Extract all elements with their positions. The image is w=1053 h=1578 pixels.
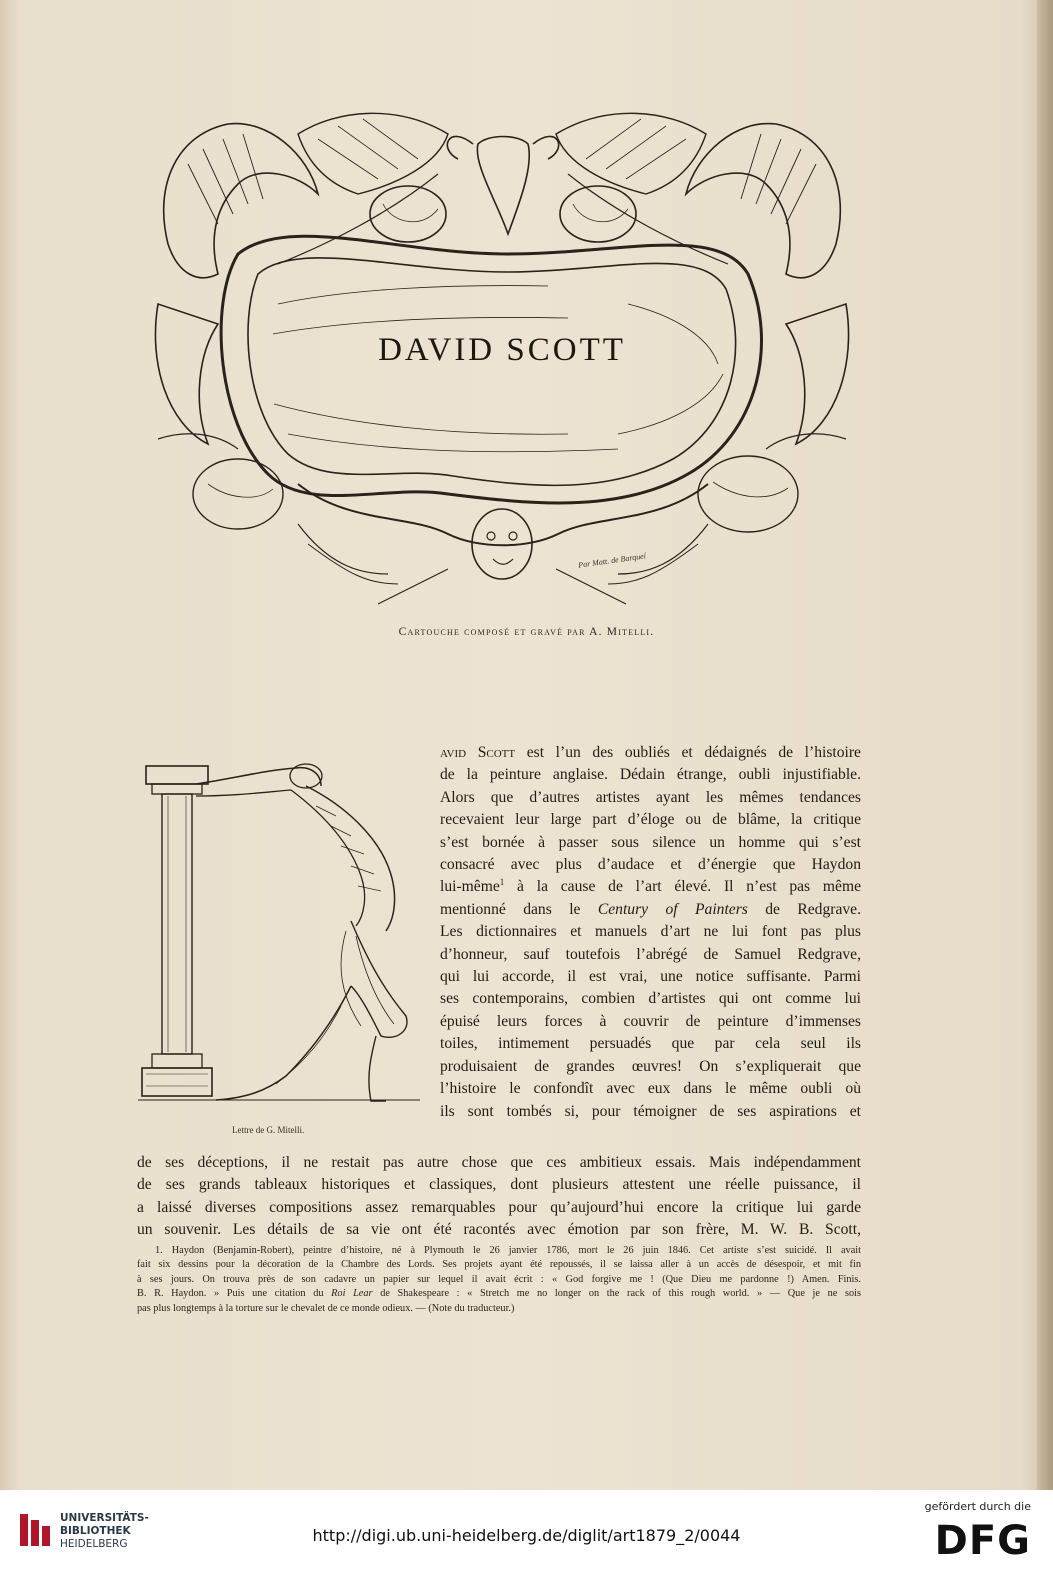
body-line-text: est l’un des oubliés et dédaignés de l’histoire bbox=[515, 744, 861, 761]
body-line: de la peinture anglaise. Dédain étrange, oubli injustifiable. bbox=[440, 766, 861, 784]
library-name-line: UNIVERSITÄTS- bbox=[60, 1512, 149, 1524]
page-spine-shadow bbox=[1037, 0, 1053, 1490]
body-line: Alors que d’autres artistes ayant les mêmes tendances bbox=[440, 788, 861, 806]
body-line-text: à la cause de l’art élevé. Il n’est pas même bbox=[504, 878, 861, 896]
body-line-text: mentionné dans le bbox=[440, 900, 598, 918]
body-text-narrow-column bbox=[440, 742, 861, 1123]
body-line bbox=[440, 876, 861, 898]
body-line: ses contemporains, combien d’artistes qui ont comme lui bbox=[440, 990, 861, 1008]
letter-d-drawing bbox=[136, 756, 422, 1122]
body-line: toiles, intimement persuadés que par cela seul ils bbox=[440, 1035, 861, 1053]
body-line: d’honneur, sauf toutefois l’abrégé de Samuel Redgrave, bbox=[440, 945, 861, 963]
body-text-wide-column bbox=[137, 1152, 861, 1242]
footnote-marker: 1 bbox=[499, 877, 505, 888]
body-line-text: lui-même bbox=[440, 878, 500, 896]
drop-cap-continuation: avid Scott bbox=[440, 744, 516, 761]
library-name-line: BIBLIOTHEK bbox=[60, 1525, 131, 1537]
body-line: l’histoire le confondît avec eux dans le même oubli où bbox=[440, 1080, 861, 1098]
library-name-line: HEIDELBERG bbox=[60, 1538, 128, 1550]
body-line bbox=[440, 899, 861, 921]
body-line: épuisé leurs forces à couvrir de peinture d’immenses bbox=[440, 1012, 861, 1030]
footer-bar bbox=[0, 1490, 1053, 1578]
body-line: recevaient leur large part d’éloge ou de blâme, la critique bbox=[440, 811, 861, 829]
book-title: Century of Painters bbox=[597, 900, 748, 918]
permalink-url[interactable]: http://digi.ub.uni-heidelberg.de/diglit/art1879_2/0044 bbox=[312, 1526, 741, 1545]
cartouche-title: DAVID SCOTT bbox=[378, 332, 626, 368]
cartouche-engraving bbox=[148, 104, 856, 624]
footnote-text: B. R. Haydon. » Puis une citation du bbox=[137, 1288, 332, 1300]
letter-d-illustration bbox=[136, 756, 422, 1122]
body-line: qui lui accorde, il est vrai, une notice suffisante. Parmi bbox=[440, 968, 861, 986]
body-line: de ses déceptions, il ne restait pas autre chose que ces ambitieux essais. Mais indépendamment bbox=[137, 1154, 861, 1171]
body-line bbox=[440, 742, 861, 764]
footnote-line: pas plus longtemps à la torture sur le chevalet de ce monde odieux. — (Note du traducteur.) bbox=[137, 1302, 515, 1314]
body-line-text: de Redgrave. bbox=[747, 900, 861, 918]
dfg-logo[interactable]: DFG bbox=[934, 1518, 1031, 1564]
body-line: produisaient de grandes œuvres! On s’expliquerait que bbox=[440, 1057, 861, 1075]
body-line: un souvenir. Les détails de sa vie ont été racontés avec émotion par son frère, M. W. B. Scott, bbox=[137, 1221, 861, 1239]
footnote-line: 1. Haydon (Benjamin-Robert), peintre d’histoire, né à Plymouth le 26 janvier 1786, mort le 26 juin 1846. Cet artiste s’est suicidé. Il avait bbox=[155, 1245, 861, 1256]
engraver-signature: Par Matt. de Barqueí bbox=[577, 551, 647, 570]
body-line: s’est bornée à passer sous silence un homme qui s’est bbox=[440, 833, 861, 851]
body-line: Les dictionnaires et manuels d’art ne lui font pas plus bbox=[440, 923, 861, 941]
footnote-line bbox=[137, 1287, 861, 1301]
footnote-line: fait six dessins pour la décoration de la Chambre des Lords. Ses projets ayant été repoussés, il se laissa aller à un accès de désespoir, et mit fin bbox=[137, 1259, 861, 1271]
body-line: de ses grands tableaux historiques et classiques, dont plusieurs attestent une réelle puissance, il bbox=[137, 1176, 861, 1194]
footnote-play-title: Roi Lear bbox=[331, 1288, 373, 1300]
cartouche-caption: Cartouche composé et gravé par A. Mitelli. bbox=[398, 626, 655, 638]
letter-illustration-caption: Lettre de G. Mitelli. bbox=[232, 1125, 305, 1135]
body-line: ils sont tombés si, pour témoigner de ses aspirations et bbox=[440, 1102, 861, 1120]
footnote-text: de Shakespeare : « Stretch me no longer on the rack of this rough world. » — Que je ne sois bbox=[372, 1288, 862, 1300]
body-line: consacré avec plus d’audace et d’énergie que Haydon bbox=[440, 856, 861, 874]
footnote-line: à ses jours. On trouva près de son cadavre un papier sur lequel il avait écrit : « God forgive me ! (Que Dieu me pardonne !) Amen. Finis. bbox=[137, 1273, 861, 1285]
footnote bbox=[137, 1244, 861, 1316]
body-line: a laissé diverses compositions assez remarquables pour qu’aujourd’hui encore la critique lui garde bbox=[137, 1198, 861, 1216]
funder-label: gefördert durch die bbox=[924, 1500, 1031, 1513]
